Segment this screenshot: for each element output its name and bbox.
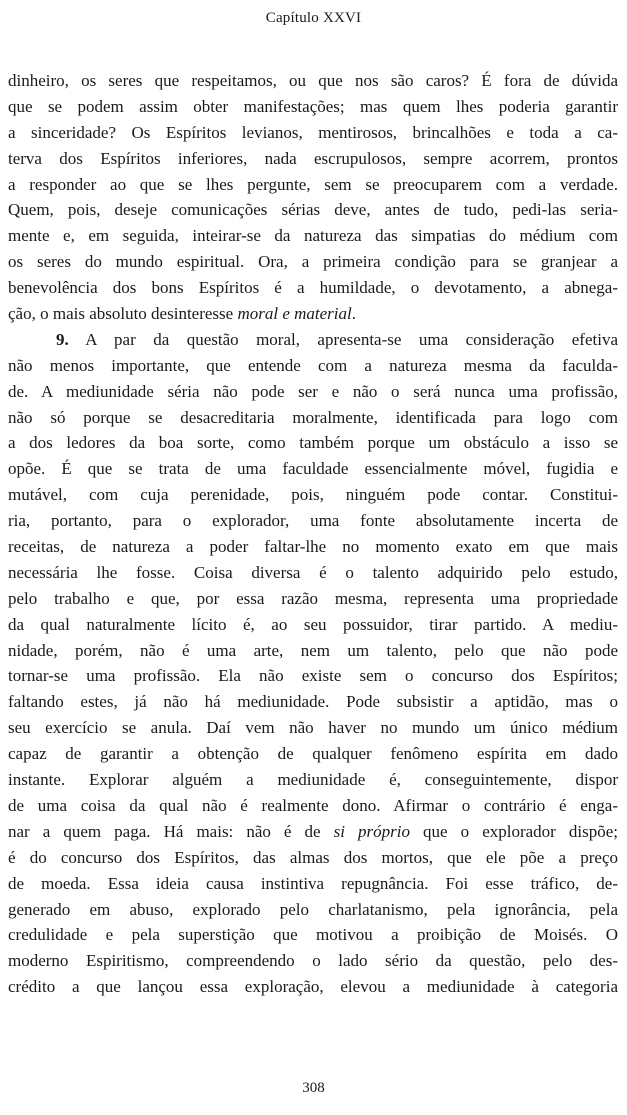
text-line: que se podem assim obter manifestações; mas quem lhes poderia garantir [8, 96, 618, 116]
text-line: de. A mediunidade séria não pode ser e não o será nunca uma profissão, [8, 381, 618, 401]
text-segment: ção, o mais absoluto desinteresse [8, 304, 238, 324]
text-line: de moeda. Essa ideia causa instintiva repugnância. Foi esse tráfico, de- [8, 873, 618, 893]
text-line: a sinceridade? Os Espíritos levianos, mentirosos, brincalhões e toda a ca- [8, 122, 618, 142]
text-line: Quem, pois, deseje comunicações sérias deve, antes de tudo, pedi-las seria- [8, 200, 618, 220]
text-line: necessária lhe fosse. Coisa diversa é o talento adquirido pelo estudo, [8, 562, 618, 582]
text-segment: . [351, 304, 356, 324]
text-line: credulidade e pela superstição que motivou a proibição de Moisés. O [8, 925, 618, 945]
text-line: crédito a que lançou essa exploração, elevou a mediunidade à categoria [8, 977, 618, 997]
text-line: capaz de garantir a obtenção de qualquer fenômeno espírita em dado [8, 744, 618, 764]
text-line-emphasis [8, 819, 618, 845]
text-line: faltando estes, já não há mediunidade. Pode subsistir a aptidão, mas o [8, 692, 618, 712]
page-number: 308 [302, 1080, 325, 1096]
text-line: ria, portanto, para o explorador, uma fonte absolutamente incerta de [8, 511, 618, 531]
text-line: instante. Explorar alguém a mediunidade é, conseguintemente, dispor [8, 770, 618, 790]
text-line: a dos ledores da boa sorte, como também porque um obstáculo a isso se [8, 433, 618, 453]
text-line: é do concurso dos Espíritos, das almas dos mortos, que ele põe a preço [8, 847, 618, 867]
emphasis-text: si próprio [333, 821, 410, 841]
text-line: da qual naturalmente lícito é, ao seu possuidor, tirar partido. A mediu- [8, 614, 618, 634]
running-header: Capítulo XXVI [265, 10, 362, 26]
text-line: pelo trabalho e que, por essa razão mesma, representa uma propriedade [8, 588, 618, 608]
text-line: receitas, de natureza a poder faltar-lhe no momento exato em que mais [8, 537, 618, 557]
text-line: a responder ao que se lhes pergunte, sem se preocuparem com a verdade. [8, 174, 618, 194]
text-line: nidade, porém, não é uma arte, nem um talento, pelo que não pode [8, 640, 618, 660]
text-line: de uma coisa da qual não é realmente dono. Afirmar o contrário é enga- [8, 795, 618, 815]
text-line: não menos importante, que entende com a natureza mesma da faculda- [8, 355, 618, 375]
text-segment: A par da questão moral, apresenta-se uma consideração efetiva [68, 329, 618, 349]
text-line: os seres do mundo espiritual. Ora, a primeira condição para se granjear a [8, 252, 618, 272]
text-line: mente e, em seguida, inteirar-se da natureza das simpatias do médium com [8, 226, 618, 246]
text-line: dinheiro, os seres que respeitamos, ou que nos são caros? É fora de dúvida [8, 71, 618, 90]
text-line: não só porque se desacreditaria moralmente, identificada para logo com [8, 407, 618, 427]
text-line: generado em abuso, explorado pelo charlatanismo, pela ignorância, pela [8, 899, 618, 919]
text-line: moderno Espiritismo, compreendendo o lado sério da questão, pelo des- [8, 951, 618, 971]
text-line: opõe. É que se trata de uma faculdade essencialmente móvel, fugidia e [8, 459, 618, 479]
text-segment: nar a quem paga. Há mais: não é de [8, 821, 334, 841]
text-line-last [8, 301, 618, 327]
text-line: benevolência dos bons Espíritos é a humildade, o devotamento, a abnega- [8, 278, 618, 298]
emphasis-text: moral e material [237, 304, 352, 324]
text-segment: que o explorador dispõe; [410, 821, 619, 841]
paragraph-number: 9. [56, 329, 69, 349]
text-line: seu exercício se anula. Daí vem não haver no mundo um único médium [8, 718, 618, 738]
text-line: tornar-se uma profissão. Ela não existe sem o concurso dos Espíritos; [8, 666, 618, 686]
body-text [8, 68, 618, 1000]
paragraph-first-line [8, 327, 618, 353]
text-line: terva dos Espíritos inferiores, nada escrupulosos, sempre acorrem, prontos [8, 148, 618, 168]
text-line: mutável, com cuja perenidade, pois, ninguém pode contar. Constitui- [8, 485, 618, 505]
